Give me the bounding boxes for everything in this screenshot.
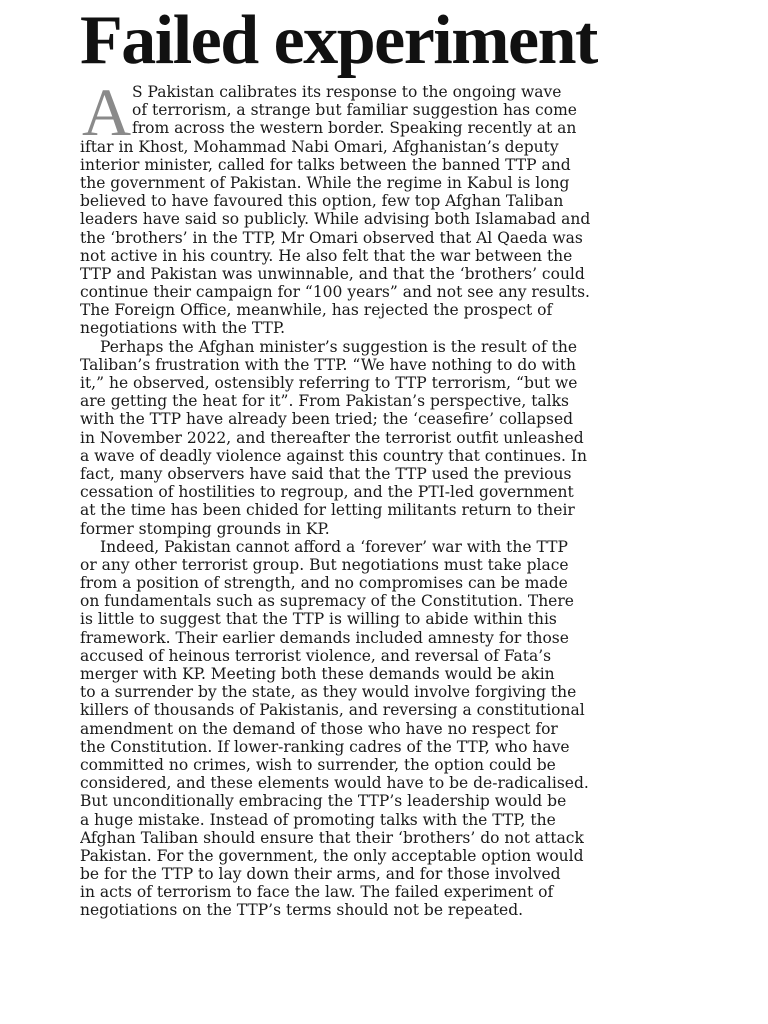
text-line: The Foreign Office, meanwhile, has rejected the prospect of [80,301,553,320]
text-line: fact, many observers have said that the TTP used the previous [80,464,572,483]
text-line: former stomping grounds in KP. [80,519,330,538]
text-line: accused of heinous terrorist violence, and reversal of Fata’s [80,646,552,665]
text-line: S Pakistan calibrates its response to the ongoing wave [132,83,562,101]
text-line: negotiations with the TTP. [80,319,286,338]
text-line: committed no crimes, wish to surrender, the option could be [80,755,556,774]
text-line: Taliban’s frustration with the TTP. “We have nothing to do with [80,355,577,374]
text-line: on fundamentals such as supremacy of the Constitution. There [80,592,574,611]
text-line: be for the TTP to lay down their arms, and for those involved [80,865,561,884]
text-line: interior minister, called for talks between the banned TTP and [80,155,571,174]
text-line: cessation of hostilities to regroup, and the PTI-led government [80,483,574,502]
drop-cap: A [82,74,132,150]
text-line: the government of Pakistan. While the regime in Kabul is long [80,173,570,192]
text-line: leaders have said so publicly. While advising both Islamabad and [80,210,591,229]
text-line: framework. Their earlier demands included amnesty for those [80,628,569,647]
text-line: it,” he observed, ostensibly referring to TTP terrorism, “but we [80,374,578,392]
text-line: a wave of deadly violence against this country that continues. In [80,446,588,465]
text-line: at the time has been chided for letting militants return to their [80,501,575,520]
editorial-page [80,0,692,1024]
text-line: negotiations on the TTP’s terms should not be repeated. [80,901,524,920]
text-line: to a surrender by the state, as they would involve forgiving the [80,683,577,702]
text-line: the ‘brothers’ in the TTP, Mr Omari observed that Al Qaeda was [80,228,583,247]
paragraph [80,83,692,338]
text-line: or any other terrorist group. But negotiations must take place [80,555,569,574]
text-line: in November 2022, and thereafter the terrorist outfit unleashed [80,428,584,447]
headline: Failed experiment [80,2,597,79]
paragraph [80,338,692,538]
article-body [80,74,692,920]
text-line: a huge mistake. Instead of promoting talks with the TTP, the [80,810,556,829]
text-line: TTP and Pakistan was unwinnable, and that the ‘brothers’ could [80,264,585,283]
text-line: are getting the heat for it”. From Pakistan’s perspective, talks [80,392,569,411]
text-line: the Constitution. If lower-ranking cadres of the TTP, who have [80,737,570,756]
paragraph [80,538,692,920]
text-line: Pakistan. For the government, the only acceptable option would [80,846,584,865]
text-line: in acts of terrorism to face the law. The failed experiment of [80,883,554,902]
text-line: believed to have favoured this option, few top Afghan Taliban [80,192,564,211]
text-line: considered, and these elements would have to be de-radicalised. [80,774,589,793]
text-line: Afghan Taliban should ensure that their ‘brothers’ do not attack [80,828,584,847]
text-line: Indeed, Pakistan cannot afford a ‘forever’ war with the TTP [100,537,568,556]
text-line: iftar in Khost, Mohammad Nabi Omari, Afghanistan’s deputy [80,137,559,156]
text-line: Perhaps the Afghan minister’s suggestion is the result of the [100,337,578,356]
text-line: not active in his country. He also felt that the war between the [80,246,573,265]
text-line: from a position of strength, and no compromises can be made [80,574,568,593]
text-line: killers of thousands of Pakistanis, and reversing a constitutional [80,701,585,720]
text-line: is little to suggest that the TTP is willing to abide within this [80,610,557,629]
text-line: continue their campaign for “100 years” and not see any results. [80,283,590,302]
text-line: merger with KP. Meeting both these demands would be akin [80,665,555,683]
text-line: But unconditionally embracing the TTP’s leadership would be [80,792,567,811]
text-line: from across the western border. Speaking recently at an [132,119,577,138]
text-line: with the TTP have already been tried; the ‘ceasefire’ collapsed [80,410,574,429]
text-line: amendment on the demand of those who have no respect for [80,719,558,738]
text-line: of terrorism, a strange but familiar suggestion has come [132,101,577,120]
